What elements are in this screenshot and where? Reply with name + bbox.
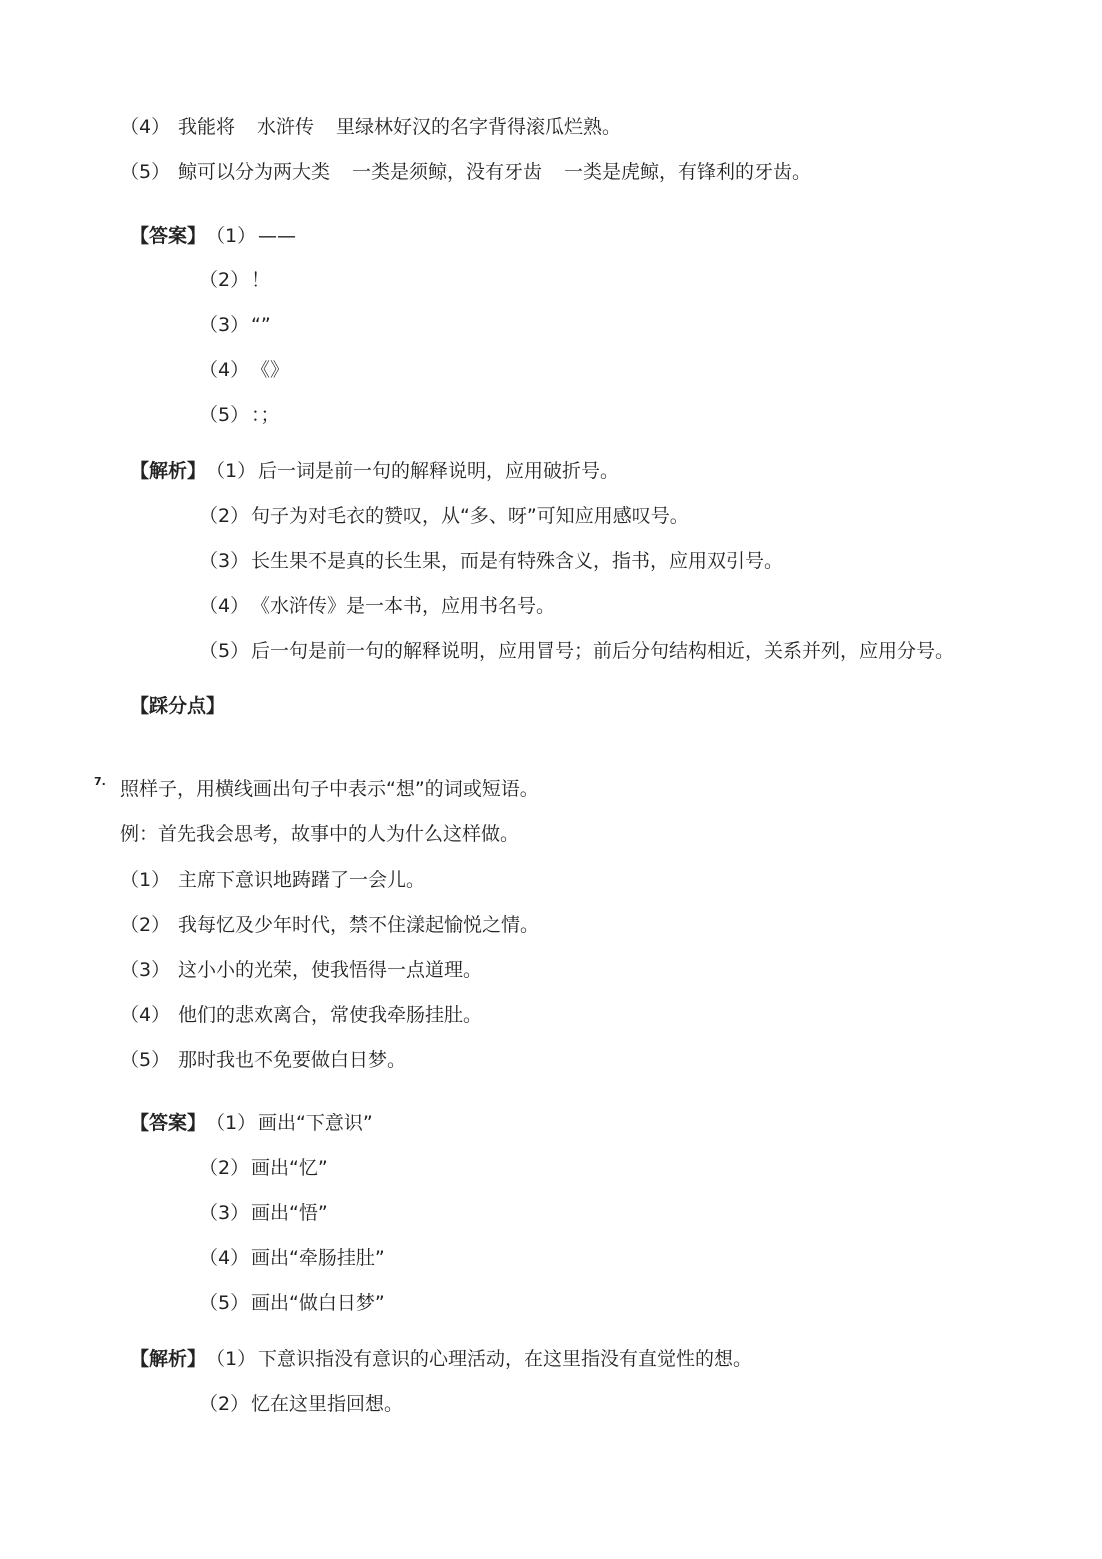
analysis-text: 下意识指没有意识的心理活动，在这里指没有直觉性的想。: [258, 1348, 753, 1370]
answer-text: “”: [251, 314, 271, 336]
item-number: （2）: [199, 1157, 250, 1179]
question-example: 例：首先我会思考，故事中的人为什么这样做。: [120, 823, 520, 845]
item-number: （4）: [120, 116, 171, 138]
question-prompt: 照样子，用横线画出句子中表示“想”的词或短语。: [120, 778, 539, 800]
q7-analysis-2: [199, 1392, 403, 1416]
item-number: （1）: [206, 1348, 257, 1370]
answer-label: 【答案】: [130, 225, 207, 247]
q6-item-4: [120, 115, 621, 139]
item-number: （5）: [199, 1292, 250, 1314]
q7-answer-5: [199, 1291, 385, 1315]
item-number: （1）: [206, 1112, 257, 1134]
sentence-part: 一类是虎鲸，有锋利的牙齿。: [564, 161, 812, 183]
item-number: （4）: [120, 1004, 171, 1026]
item-number: （1）: [206, 460, 257, 482]
q7-item-5: [120, 1048, 406, 1072]
answer-text: 画出“做白日梦”: [251, 1292, 385, 1314]
q7-item-1: [120, 868, 425, 892]
item-number: （3）: [199, 314, 250, 336]
answer-label: 【答案】: [130, 1112, 207, 1134]
answer-text: ！: [251, 269, 271, 291]
analysis-text: 忆在这里指回想。: [251, 1393, 404, 1415]
sentence: 那时我也不免要做白日梦。: [178, 1049, 407, 1071]
q6-answer-2: [199, 268, 270, 292]
q6-analysis-3: [199, 549, 783, 573]
answer-text: ——: [258, 225, 297, 247]
item-number: （5）: [199, 640, 250, 662]
sentence-part: 鲸可以分为两大类: [178, 161, 331, 183]
analysis-text: 长生果不是真的长生果，而是有特殊含义，指书，应用双引号。: [251, 550, 784, 572]
answer-text: 画出“忆”: [251, 1157, 328, 1179]
q6-answer-5: [199, 403, 280, 427]
q7-answer-3: [199, 1201, 328, 1225]
q6-scoring-points-label: 【踩分点】: [130, 695, 226, 717]
item-number: （5）: [199, 404, 250, 426]
sentence-part: 里绿林好汉的名字背得滚瓜烂熟。: [336, 116, 622, 138]
item-number: （4）: [199, 1247, 250, 1269]
q6-analysis-1: [130, 459, 619, 483]
item-number: （3）: [199, 550, 250, 572]
item-number: （3）: [120, 959, 171, 981]
item-number: （2）: [199, 505, 250, 527]
question-number: 7.: [94, 775, 106, 788]
q6-analysis-5: [199, 639, 954, 663]
q7-answer-4: [199, 1246, 385, 1270]
item-number: （5）: [120, 1049, 171, 1071]
item-number: （1）: [206, 225, 257, 247]
analysis-text: 句子为对毛衣的赞叹，从“多、呀”可知应用感叹号。: [251, 505, 689, 527]
analysis-text: 后一句是前一句的解释说明，应用冒号；前后分句结构相近，关系并列，应用分号。: [251, 640, 955, 662]
sentence: 他们的悲欢离合，常使我牵肠挂肚。: [178, 1004, 483, 1026]
q7-analysis-1: [130, 1347, 752, 1371]
q7-answer-1: [130, 1111, 373, 1135]
q7-item-4: [120, 1003, 482, 1027]
q6-analysis-2: [199, 504, 689, 528]
item-number: （4）: [199, 359, 250, 381]
sentence: 主席下意识地踌躇了一会儿。: [178, 869, 426, 891]
item-number: （3）: [199, 1202, 250, 1224]
item-number: （5）: [120, 161, 171, 183]
item-number: （4）: [199, 595, 250, 617]
item-number: （2）: [199, 269, 250, 291]
answer-text: ：；: [251, 404, 280, 426]
q6-answer-4: [199, 358, 289, 382]
sentence-part: 水浒传: [257, 116, 315, 138]
answer-text: 画出“下意识”: [258, 1112, 373, 1134]
sentence-part: 我能将: [178, 116, 236, 138]
q7-answer-2: [199, 1156, 328, 1180]
analysis-label: 【解析】: [130, 1348, 207, 1370]
sentence-part: 一类是须鲸，没有牙齿: [352, 161, 543, 183]
q6-answer-1: [130, 224, 296, 248]
q6-item-5: [120, 160, 811, 184]
q7-item-2: [120, 913, 539, 937]
q7-item-3: [120, 958, 482, 982]
answer-text: 《》: [251, 359, 290, 381]
sentence: 这小小的光荣，使我悟得一点道理。: [178, 959, 483, 981]
q6-analysis-4: [199, 594, 555, 618]
answer-text: 画出“悟”: [251, 1202, 328, 1224]
answer-text: 画出“牵肠挂肚”: [251, 1247, 385, 1269]
item-number: （2）: [120, 914, 171, 936]
sentence: 我每忆及少年时代，禁不住漾起愉悦之情。: [178, 914, 540, 936]
analysis-text: 后一词是前一句的解释说明，应用破折号。: [258, 460, 620, 482]
q6-answer-3: [199, 313, 271, 337]
item-number: （1）: [120, 869, 171, 891]
item-number: （2）: [199, 1393, 250, 1415]
analysis-label: 【解析】: [130, 460, 207, 482]
analysis-text: 《水浒传》是一本书，应用书名号。: [251, 595, 556, 617]
